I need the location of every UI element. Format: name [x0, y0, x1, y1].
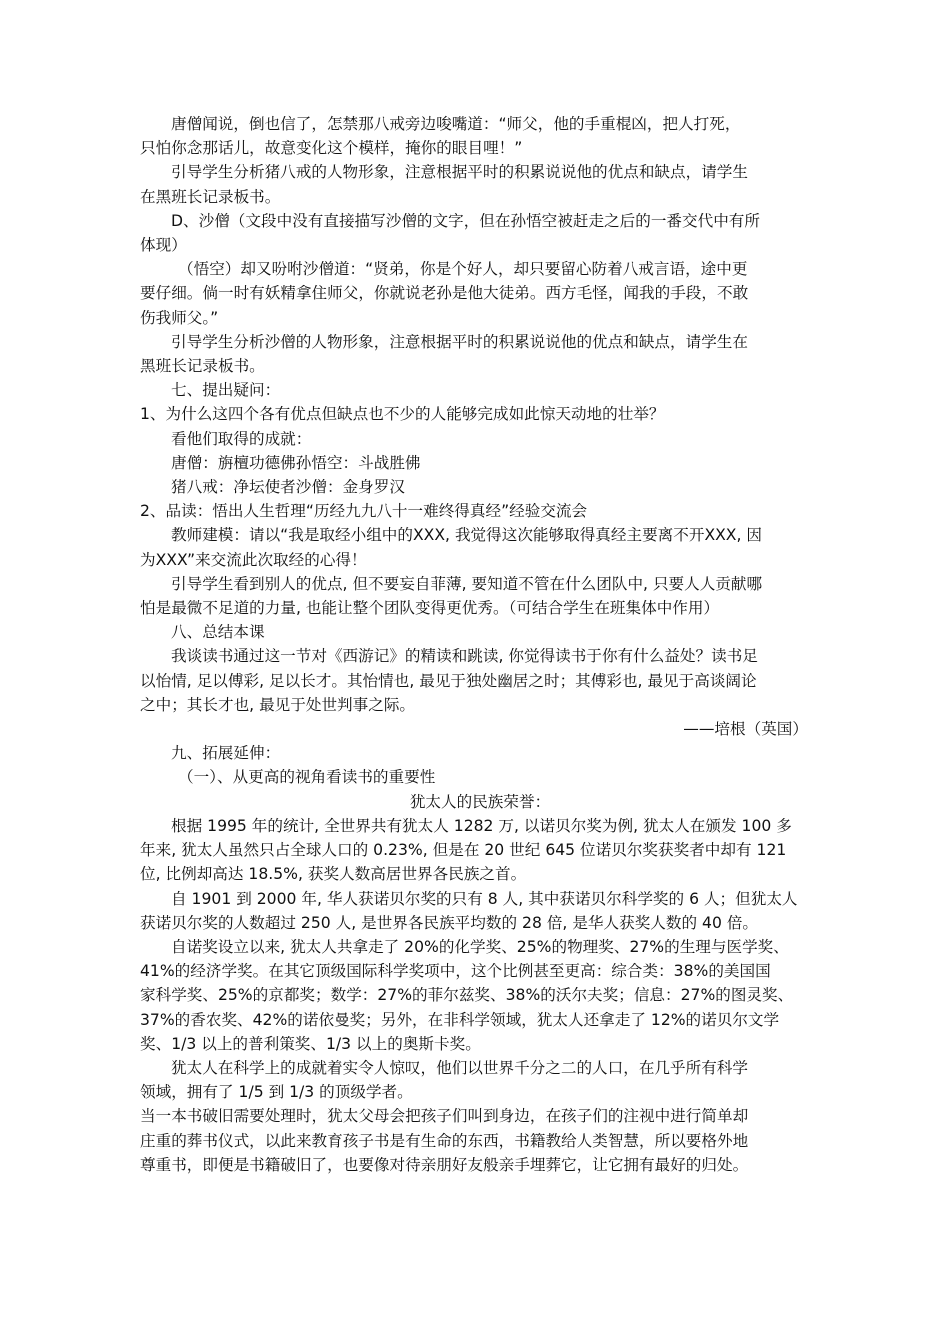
text-line: 41%的经济学奖。在其它顶级国际科学奖项中，这个比例甚至更高：综合类：38%的美国国 — [140, 962, 771, 981]
text-line: 自诺奖设立以来, 犹太人共拿走了 20%的化学奖、25%的物理奖、27%的生理与医学奖、 — [171, 937, 789, 956]
text-line: 之中；其长才也, 最见于处世判事之际。 — [140, 695, 416, 714]
text-line: 根据 1995 年的统计, 全世界共有犹太人 1282 万, 以诺贝尔奖为例, 犹太人在颁发 100 多 — [171, 816, 792, 835]
text-line: 在黑班长记录板书。 — [140, 187, 281, 206]
text-line: 只怕你念那话儿，故意变化这个模样，掩你的眼目哩！” — [140, 139, 523, 158]
text-line: 犹太人的民族荣誉： — [409, 792, 551, 811]
text-line: 奖、1/3 以上的普利策奖、1/3 以上的奥斯卡奖。 — [140, 1034, 481, 1053]
text-line: 领域，拥有了 1/5 到 1/3 的顶级学者。 — [140, 1083, 413, 1102]
text-line: 以怡情, 足以傅彩, 足以长才。其怡情也, 最见于独处幽居之时；其傅彩也, 最见于高谈阔论 — [140, 671, 757, 690]
text-line: 获诺贝尔奖的人数超过 250 人, 是世界各民族平均数的 28 倍, 是华人获奖人数的 40 倍。 — [140, 913, 759, 932]
text-line: 教师建模：请以“我是取经小组中的XXX, 我觉得这次能够取得真经主要离不开XXX, 因 — [171, 526, 763, 545]
text-line: 为XXX”来交流此次取经的心得！ — [140, 550, 367, 569]
text-line: 怕是最微不足道的力量, 也能让整个团队变得更优秀。（可结合学生在班集体中作用） — [140, 599, 720, 618]
text-line: 位, 比例却高达 18.5%, 获奖人数高居世界各民族之首。 — [140, 865, 527, 884]
text-line: 引导学生分析猪八戒的人物形象，注意根据平时的积累说说他的优点和缺点，请学生 — [171, 163, 748, 182]
text-line: 2、品读：悟出人生哲理“历经九九八十一难终得真经”经验交流会 — [140, 502, 588, 521]
document-page — [140, 112, 820, 1177]
text-line: 37%的香农奖、42%的诺依曼奖；另外，在非科学领域，犹太人还拿走了 12%的诺贝尔文学 — [140, 1010, 780, 1029]
text-line: 体现） — [140, 236, 187, 255]
text-line: 唐僧：旃檀功德佛孙悟空：斗战胜佛 — [171, 453, 421, 472]
text-line: 我谈读书通过这一节对《西游记》的精读和跳读, 你觉得读书于你有什么益处？读书足 — [171, 647, 758, 666]
text-line: 七、提出疑问： — [171, 381, 281, 400]
text-line: 犹太人在科学上的成就着实令人惊叹，他们以世界千分之二的人口，在几乎所有科学 — [171, 1058, 748, 1077]
text-line: D、沙僧（文段中没有直接描写沙僧的文字，但在孙悟空被赶走之后的一番交代中有所 — [171, 211, 760, 230]
text-line: 引导学生看到别人的优点, 但不要妄自菲薄, 要知道不管在什么团队中, 只要人人贡献哪 — [171, 574, 763, 593]
text-line: 尊重书，即便是书籍破旧了，也要像对待亲朋好友般亲手埋葬它，让它拥有最好的归处。 — [140, 1155, 749, 1174]
text-line: 看他们取得的成就： — [171, 429, 312, 448]
text-line: 伤我师父。” — [140, 308, 219, 327]
text-line: 庄重的葬书仪式，以此来教育孩子书是有生命的东西，书籍教给人类智慧，所以要格外地 — [140, 1131, 749, 1150]
text-line: 猪八戒：净坛使者沙僧：金身罗汉 — [171, 478, 405, 497]
text-line: 八、总结本课 — [171, 623, 265, 642]
text-line: （悟空）却又吩咐沙僧道：“贤弟，你是个好人，却只要留心防着八戒言语，途中更 — [178, 260, 748, 279]
text-line: 年来, 犹太人虽然只占全球人口的 0.23%, 但是在 20 世纪 645 位诺贝尔奖获奖者中却有 121 — [140, 841, 787, 860]
text-line: 引导学生分析沙僧的人物形象，注意根据平时的积累说说他的优点和缺点，请学生在 — [171, 332, 748, 351]
text-line: （一）、从更高的视角看读书的重要性 — [178, 768, 436, 787]
text-line: 家科学奖、25%的京都奖；数学：27%的菲尔兹奖、38%的沃尔夫奖；信息：27%的图灵奖、 — [140, 986, 794, 1005]
text-line: 黑班长记录板书。 — [140, 357, 265, 376]
text-line: 要仔细。倘一时有妖精拿住师父，你就说老孙是他大徒弟。西方毛怪，闻我的手段，不敢 — [140, 284, 749, 303]
text-line: 九、拓展延伸： — [171, 744, 281, 763]
text-line: 当一本书破旧需要处理时，犹太父母会把孩子们叫到身边，在孩子们的注视中进行简单却 — [140, 1107, 749, 1126]
text-line: 自 1901 到 2000 年, 华人获诺贝尔奖的只有 8 人, 其中获诺贝尔科学奖的 6 人；但犹太人 — [171, 889, 798, 908]
text-line: ——培根（英国） — [683, 720, 808, 739]
text-line: 1、为什么这四个各有优点但缺点也不少的人能够完成如此惊天动地的壮举？ — [140, 405, 665, 424]
text-line: 唐僧闻说，倒也信了，怎禁那八戒旁边唆嘴道：“师父，他的手重棍凶，把人打死， — [171, 115, 741, 133]
